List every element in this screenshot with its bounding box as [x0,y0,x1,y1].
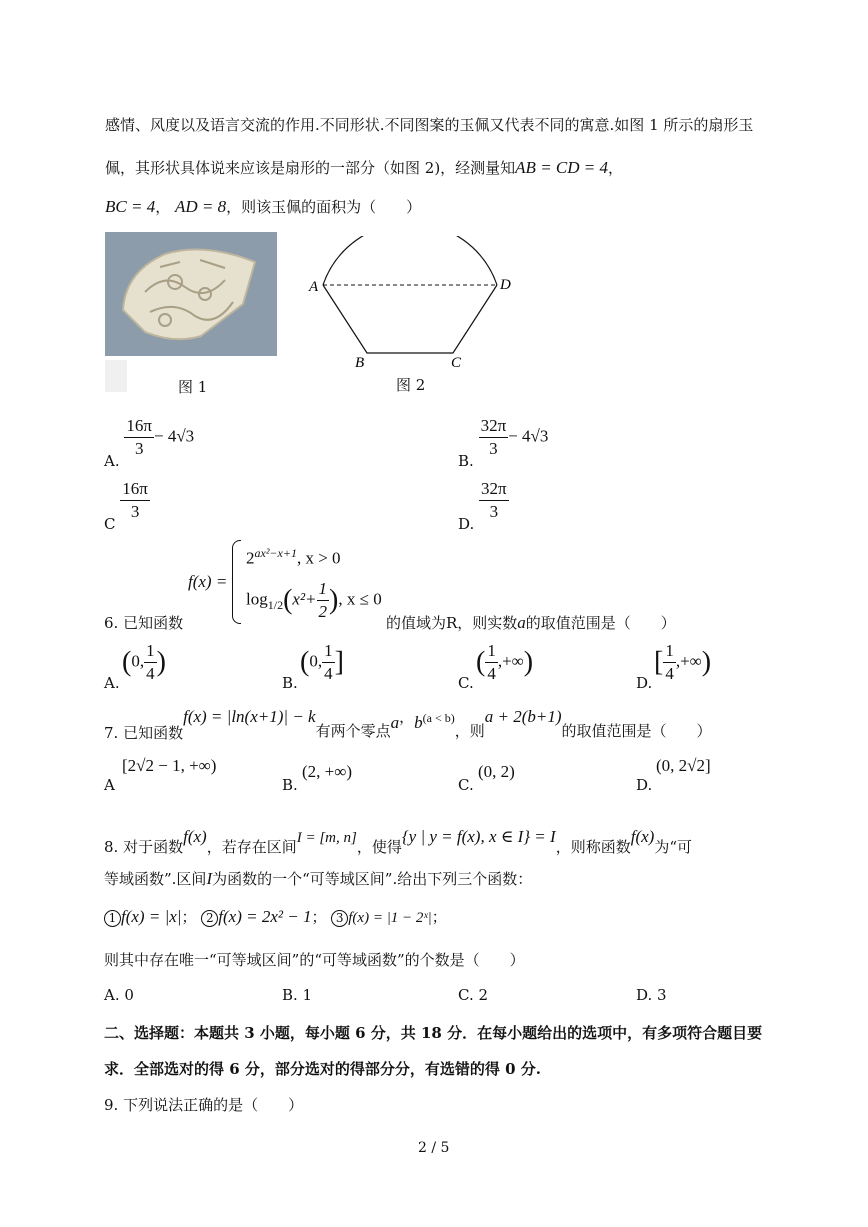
q7-function: f(x) = |ln(x+1)| − k [183,707,316,726]
q6-after: 的值域为R，则实数a的取值范围是（ ） [386,613,676,632]
q8-option-c: C. 2 [458,986,489,1004]
q7-option-d: (0, 2√2] [656,756,711,775]
q7-option-a: [2√2 − 1, +∞) [122,756,217,775]
sector-arc [323,236,497,285]
q7-option-b: (2, +∞) [302,762,353,781]
section-2-heading-line-2: 求．全部选对的得 6 分，部分选对的得部分分，有选错的得 0 分. [104,1060,541,1078]
ab-cd-equation: AB = CD = 4 [515,158,608,177]
circled-number-3: 3 [331,910,348,927]
q5-option-a: A. $\frac{16\pi}{3}$ − 4√3 [104,416,195,470]
label-a: A [309,279,319,295]
q8-option-b: B. 1 [282,986,313,1004]
intro-line-3-text: ，则该玉佩的面积为（ ） [226,198,422,216]
q8-line-2: 等域函数”.区间I为函数的一个“可等域区间”.给出下列三个函数： [104,869,533,888]
intro-line-2-text: 佩，其形状具体说来应该是扇形的一部分（如图 2)，经测量知 [105,159,516,177]
intro-line-1: 感情、风度以及语言交流的作用.不同形状.不同图案的玉佩又代表不同的寓意.如图 1 所示的扇形玉 [105,116,754,134]
q7-option-c-letter: C. [458,776,474,794]
section-2-heading-line-1: 二、选择题：本题共 3 小题，每小题 6 分，共 18 分．在每小题给出的选项中，有多项符合题目要 [104,1024,763,1042]
q8-function-3: f(x) = |1 − 2ˣ| [348,910,432,926]
q6-case-2: $\log_{1/2}(x^2+$ $\frac{1}{2}$ ), x ≤ 0 [246,579,382,621]
label-b: B [355,355,365,371]
q5-option-d: D. $\frac{32\pi}{3}$ [458,479,507,533]
fig2-caption: 图 2 [396,376,426,394]
q7-stem-line: 7. 已知函数f(x) = |ln(x+1)| − k有两个零点a，b(a < b)，则a + 2(b+1)的取值范围是（ ） [104,707,712,742]
jade-pendant-image [105,232,277,356]
q6-option-c-letter: C. [458,674,474,692]
circled-number-2: 2 [201,910,218,927]
q8-functions-list: 1 f(x) = |x|； 2 f(x) = 2x² − 1； 3 f(x) = |1 − 2ˣ|； [104,906,447,927]
q7-option-b-letter: B. [282,776,298,794]
q6-brace [232,540,241,624]
q8-option-a: A. 0 [104,986,134,1004]
q6-option-d: [ $\frac{1}{4}$ ,+∞) [654,641,712,683]
fig1-caption: 图 1 [178,378,208,396]
q6-option-d-letter: D. [636,674,653,692]
q8-stem-line: 8. 对于函数f(x)，若存在区间I = [m, n]，使得{y | y = f(x), x ∈ I} = I，则称函数f(x)为“可 [104,827,692,856]
trapezoid-sides [323,285,497,353]
circled-number-1: 1 [104,910,121,927]
q6-option-a-letter: A. [104,674,120,692]
ad-equation: AD = 8 [174,197,227,216]
q8-function-1: f(x) = |x| [121,907,182,926]
q5-option-b: B. $\frac{32\pi}{3}$ − 4√3 [458,416,549,470]
q7-option-d-letter: D. [636,776,653,794]
q6-option-b-letter: B. [282,674,298,692]
photo-caption-shadow [105,360,127,392]
q6-function-name: f(x) = [188,572,228,591]
page-number: 2 / 5 [418,1140,450,1156]
q5-option-c: C $\frac{16\pi}{3}$ [104,479,148,533]
intro-line-3: BC = 4， AD = 8，则该玉佩的面积为（ ） [105,197,422,216]
q6-option-c: ( $\frac{1}{4}$ ,+∞) [476,641,534,683]
q6-stem: 6. 已知函数 [104,614,184,632]
bc-equation: BC = 4 [105,197,156,216]
q6-option-b: (0, $\frac{1}{4}$ ] [300,641,344,683]
q7-expression: a + 2(b+1) [484,707,562,726]
q7-option-c: (0, 2) [478,762,515,781]
q6-option-a: (0, $\frac{1}{4}$ ) [122,641,166,683]
intro-line-2: 佩，其形状具体说来应该是扇形的一部分（如图 2)，经测量知AB = CD = 4， [105,158,624,177]
label-c: C [451,355,462,371]
q9-stem: 9. 下列说法正确的是（ ） [104,1096,304,1114]
q8-question: 则其中存在唯一“可等域区间”的“可等域函数”的个数是（ ） [104,951,525,969]
sector-diagram [305,236,520,376]
q6-case-1: $2^{ax^2-x+1}$, x > 0 [246,546,341,568]
q8-option-d: D. 3 [636,986,667,1004]
q7-option-a-letter: A [104,776,115,794]
q8-function-2: f(x) = 2x² − 1 [218,907,312,926]
jade-pendant-photo [105,232,277,356]
label-d: D [500,277,511,293]
